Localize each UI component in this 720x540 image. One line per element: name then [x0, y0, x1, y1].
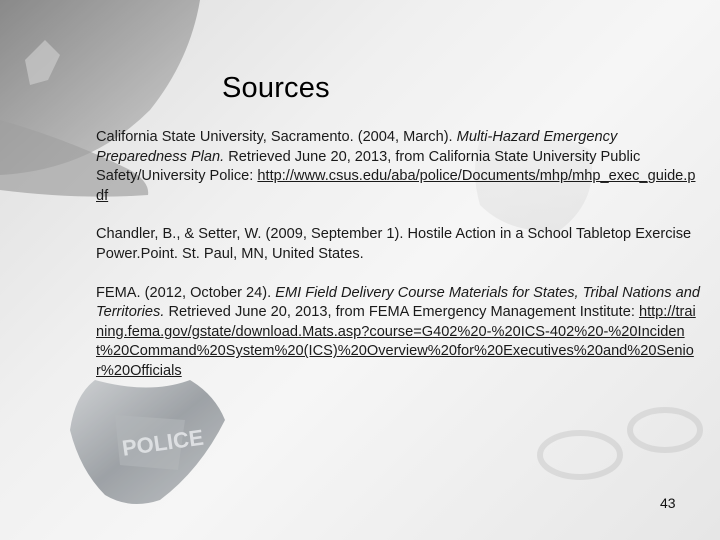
page-number: 43 — [660, 495, 676, 511]
reference-retrieval: Retrieved June 20, 2013, from FEMA Emergency Management Institute: — [164, 304, 639, 321]
reference-author-date: California State University, Sacramento. (2004, March). — [96, 129, 457, 145]
reference-retrieval: Retrieved June 20, 2013, from California State University Public Safety/University Police: — [96, 148, 641, 185]
reference-title: Multi-Hazard Emergency Preparedness Plan. — [96, 129, 618, 165]
reference-text: Chandler, B., & Setter, W. (2009, September 1). Hostile Action in a School Tabletop Exercise Power.Point. St. Paul, MN, United States. — [96, 226, 692, 262]
reference-item — [96, 284, 700, 382]
svg-text:POLICE: POLICE — [120, 424, 206, 461]
references-list — [96, 128, 700, 401]
reference-link[interactable]: http://training.fema.gov/gstate/download.Mats.asp?course=G402%20-%20ICS-402%20-%20Incident%20Command%20System%20(ICS)%20Overview%20for%20Executives%20and%20Senior%20Officials — [96, 304, 696, 379]
reference-item — [96, 225, 700, 264]
reference-link[interactable]: http://www.csus.edu/aba/police/Documents/mhp/mhp_exec_guide.pdf — [96, 168, 696, 204]
slide-title: Sources — [222, 72, 330, 104]
reference-title: EMI Field Delivery Course Materials for States, Tribal Nations and Territories. — [96, 284, 700, 321]
faint-handcuffs-icon — [540, 410, 700, 477]
reference-author-date: FEMA. (2012, October 24). — [96, 284, 276, 301]
reference-item — [96, 128, 700, 206]
